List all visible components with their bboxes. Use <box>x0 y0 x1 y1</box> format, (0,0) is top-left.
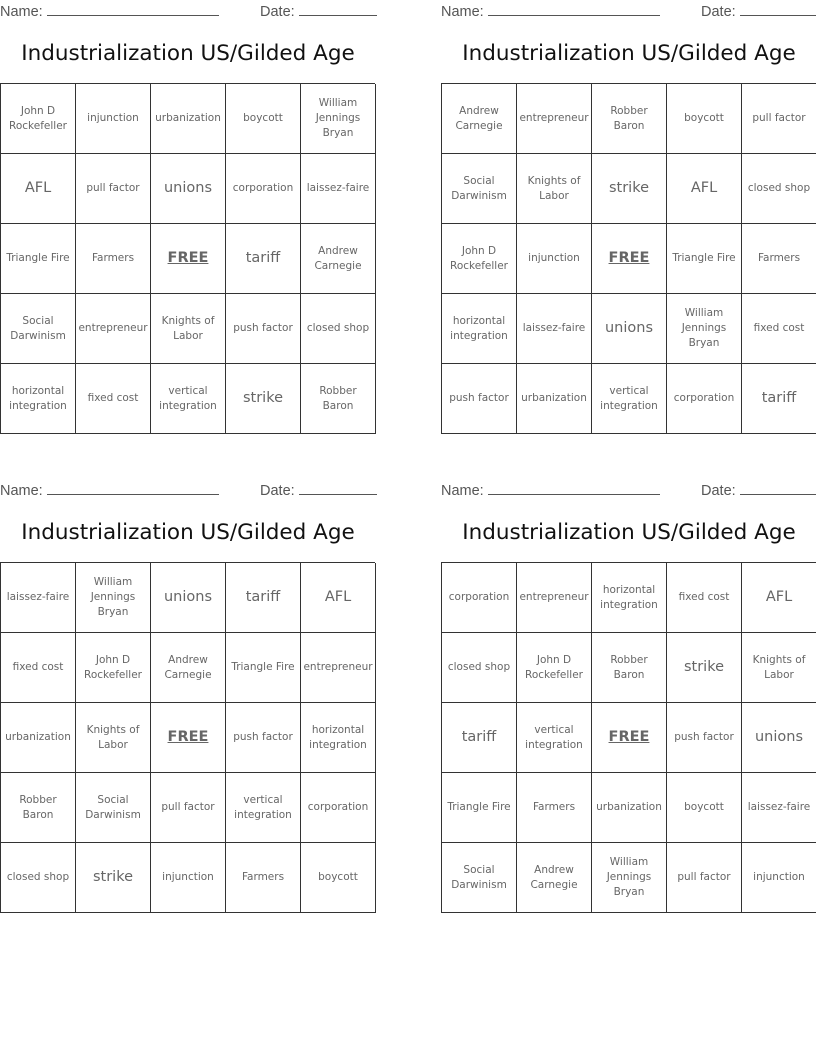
bingo-cell: John D Rockefeller <box>76 633 151 703</box>
name-label: Name: <box>441 4 484 20</box>
bingo-cell: tariff <box>742 364 816 434</box>
bingo-cell: vertical integration <box>517 703 592 773</box>
bingo-cell: unions <box>151 563 226 633</box>
date-field <box>260 481 377 499</box>
bingo-cell: Triangle Fire <box>1 224 76 294</box>
bingo-cell: Knights of Labor <box>517 154 592 224</box>
bingo-card <box>441 479 816 913</box>
bingo-cell: Farmers <box>226 843 301 913</box>
bingo-cell: push factor <box>226 294 301 364</box>
bingo-cell: injunction <box>151 843 226 913</box>
bingo-card <box>441 0 816 434</box>
bingo-cell: AFL <box>742 563 816 633</box>
bingo-cell: strike <box>226 364 301 434</box>
bingo-cell: boycott <box>667 773 742 843</box>
bingo-cell: Knights of Labor <box>76 703 151 773</box>
date-label: Date: <box>701 483 736 499</box>
bingo-cell: entrepreneur <box>517 563 592 633</box>
bingo-cell: fixed cost <box>1 633 76 703</box>
bingo-cell: injunction <box>742 843 816 913</box>
bingo-cell: William Jennings Bryan <box>667 294 742 364</box>
name-date-bar <box>0 481 376 499</box>
bingo-cell: laissez-faire <box>301 154 376 224</box>
bingo-cell: Robber Baron <box>592 84 667 154</box>
bingo-cell: laissez-faire <box>742 773 816 843</box>
bingo-cell: boycott <box>226 84 301 154</box>
bingo-cell: horizontal integration <box>442 294 517 364</box>
bingo-cell: Andrew Carnegie <box>442 84 517 154</box>
bingo-cell: laissez-faire <box>1 563 76 633</box>
bingo-cell: closed shop <box>301 294 376 364</box>
bingo-cell: Farmers <box>76 224 151 294</box>
name-blank-line <box>47 2 219 16</box>
name-field <box>0 481 219 499</box>
date-field <box>701 2 816 20</box>
bingo-cell: corporation <box>442 563 517 633</box>
name-date-bar <box>441 2 816 20</box>
name-blank-line <box>47 481 219 495</box>
date-label: Date: <box>701 4 736 20</box>
card-title: Industrialization US/Gilded Age <box>21 520 355 545</box>
bingo-cell: corporation <box>301 773 376 843</box>
bingo-cell: Social Darwinism <box>442 843 517 913</box>
free-space-cell: FREE <box>592 224 667 294</box>
bingo-cell: Andrew Carnegie <box>151 633 226 703</box>
bingo-cell: injunction <box>517 224 592 294</box>
bingo-cell: corporation <box>667 364 742 434</box>
bingo-cell: vertical integration <box>226 773 301 843</box>
bingo-cell: push factor <box>667 703 742 773</box>
bingo-cell: injunction <box>76 84 151 154</box>
card-title: Industrialization US/Gilded Age <box>462 520 796 545</box>
bingo-cell: vertical integration <box>592 364 667 434</box>
bingo-cell: unions <box>742 703 816 773</box>
bingo-cell: urbanization <box>151 84 226 154</box>
bingo-cell: vertical integration <box>151 364 226 434</box>
bingo-cell: William Jennings Bryan <box>76 563 151 633</box>
bingo-cell: Andrew Carnegie <box>301 224 376 294</box>
bingo-cell: John D Rockefeller <box>517 633 592 703</box>
bingo-cell: boycott <box>301 843 376 913</box>
bingo-cell: urbanization <box>517 364 592 434</box>
bingo-grid <box>441 83 816 434</box>
date-field <box>701 481 816 499</box>
bingo-cell: entrepreneur <box>517 84 592 154</box>
free-space-cell: FREE <box>151 224 226 294</box>
date-label: Date: <box>260 483 295 499</box>
bingo-grid <box>441 562 816 913</box>
bingo-cell: tariff <box>226 563 301 633</box>
bingo-cell: horizontal integration <box>592 563 667 633</box>
bingo-cell: closed shop <box>742 154 816 224</box>
bingo-cell: Robber Baron <box>1 773 76 843</box>
bingo-cell: entrepreneur <box>76 294 151 364</box>
bingo-cell: fixed cost <box>667 563 742 633</box>
bingo-cell: AFL <box>667 154 742 224</box>
bingo-cell: unions <box>592 294 667 364</box>
bingo-grid <box>0 83 375 434</box>
bingo-cell: Robber Baron <box>592 633 667 703</box>
bingo-cell: strike <box>592 154 667 224</box>
bingo-cell: tariff <box>226 224 301 294</box>
name-field <box>441 481 660 499</box>
bingo-cell: push factor <box>226 703 301 773</box>
bingo-cell: unions <box>151 154 226 224</box>
bingo-cell: horizontal integration <box>1 364 76 434</box>
bingo-cell: laissez-faire <box>517 294 592 364</box>
bingo-cell: pull factor <box>151 773 226 843</box>
bingo-cell: urbanization <box>592 773 667 843</box>
free-space-cell: FREE <box>592 703 667 773</box>
bingo-cell: AFL <box>1 154 76 224</box>
bingo-cell: John D Rockefeller <box>1 84 76 154</box>
bingo-cell: Knights of Labor <box>742 633 816 703</box>
date-field <box>260 2 377 20</box>
bingo-cell: tariff <box>442 703 517 773</box>
bingo-cell: Social Darwinism <box>76 773 151 843</box>
bingo-cell: Social Darwinism <box>442 154 517 224</box>
bingo-cell: corporation <box>226 154 301 224</box>
name-blank-line <box>488 2 660 16</box>
name-label: Name: <box>441 483 484 499</box>
bingo-cell: Triangle Fire <box>442 773 517 843</box>
date-blank-line <box>299 2 377 16</box>
bingo-cell: Farmers <box>742 224 816 294</box>
date-blank-line <box>740 2 816 16</box>
date-label: Date: <box>260 4 295 20</box>
bingo-grid <box>0 562 375 913</box>
bingo-cell: horizontal integration <box>301 703 376 773</box>
bingo-cell: Knights of Labor <box>151 294 226 364</box>
free-space-cell: FREE <box>151 703 226 773</box>
name-field <box>0 2 219 20</box>
bingo-cell: strike <box>76 843 151 913</box>
bingo-cell: Farmers <box>517 773 592 843</box>
name-label: Name: <box>0 483 43 499</box>
bingo-cell: strike <box>667 633 742 703</box>
bingo-cell: boycott <box>667 84 742 154</box>
bingo-card <box>0 479 376 913</box>
name-date-bar <box>441 481 816 499</box>
bingo-cell: Social Darwinism <box>1 294 76 364</box>
card-title: Industrialization US/Gilded Age <box>462 41 796 66</box>
bingo-cell: fixed cost <box>76 364 151 434</box>
bingo-cell: Triangle Fire <box>667 224 742 294</box>
bingo-card <box>0 0 376 434</box>
bingo-cell: push factor <box>442 364 517 434</box>
name-date-bar <box>0 2 376 20</box>
card-title: Industrialization US/Gilded Age <box>21 41 355 66</box>
bingo-cell: William Jennings Bryan <box>592 843 667 913</box>
bingo-cell: AFL <box>301 563 376 633</box>
date-blank-line <box>740 481 816 495</box>
name-field <box>441 2 660 20</box>
bingo-cell: Triangle Fire <box>226 633 301 703</box>
bingo-cell: John D Rockefeller <box>442 224 517 294</box>
bingo-cell: Andrew Carnegie <box>517 843 592 913</box>
bingo-cell: Robber Baron <box>301 364 376 434</box>
bingo-cell: pull factor <box>667 843 742 913</box>
date-blank-line <box>299 481 377 495</box>
bingo-cell: entrepreneur <box>301 633 376 703</box>
bingo-cell: pull factor <box>76 154 151 224</box>
bingo-cell: pull factor <box>742 84 816 154</box>
bingo-cell: William Jennings Bryan <box>301 84 376 154</box>
bingo-cell: closed shop <box>442 633 517 703</box>
bingo-cell: closed shop <box>1 843 76 913</box>
bingo-cell: fixed cost <box>742 294 816 364</box>
name-label: Name: <box>0 4 43 20</box>
name-blank-line <box>488 481 660 495</box>
bingo-cell: urbanization <box>1 703 76 773</box>
